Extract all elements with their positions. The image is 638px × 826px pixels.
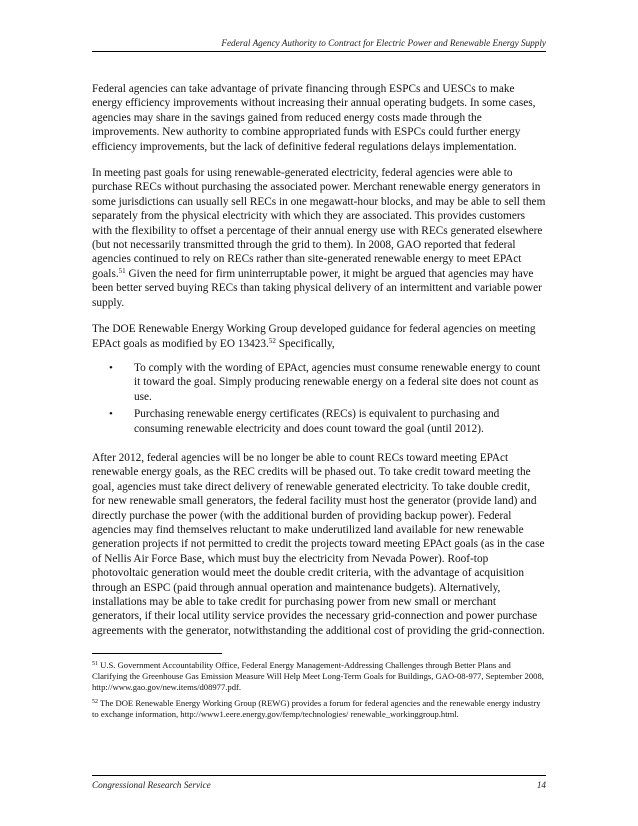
footnote-ref-52[interactable]: 52 [268,336,276,345]
bullet-icon: • [109,408,113,421]
footnote-divider [92,653,222,654]
footer-divider [92,775,546,776]
running-footer [92,780,546,790]
list-item-text: To comply with the wording of EPAct, agencies must consume renewable energy to count it toward the goal. Simply producing renewable energy on a federal site does not count as use. [134,361,541,403]
list-item [92,407,546,436]
guidance-bullet-list [92,361,546,436]
footnotes [92,660,546,724]
paragraph-recs [92,166,546,310]
footnote-ref-51[interactable]: 51 [118,266,126,275]
footnote-text: The DOE Renewable Energy Working Group (REWG) provides a forum for federal agencies and the renewable energy industry to exchange information, http://www1.eere.energy.gov/femp/technologies/ renewable_workinggroup.html. [92,697,541,719]
body-text [92,82,546,650]
paragraph-espc-financing: Federal agencies can take advantage of private financing through ESPCs and UESCs to make energy efficiency improvements without increasing their annual operating budgets. In some cases, agencies may share in the savings gained from reduced energy costs made through the improvements. New authority to combine appropriated funds with ESPCs could further energy efficiency improvements, but the lack of definitive federal regulations delays implementation. [92,83,536,153]
footer-source: Congressional Research Service [92,780,211,790]
footnote-51 [92,660,546,694]
footnote-text: U.S. Government Accountability Office, Federal Energy Management-Addressing Challenges through Better Plans and Clarifying the Greenhouse Gas Emission Measure Will Help Meet Long-Term Goals for Buildings, GAO-08-977, September 2008, http://www.gao.gov/new.items/d08977.pdf. [92,660,544,693]
paragraph-doe-text-b: Specifically, [275,337,335,350]
list-item-text: Purchasing renewable energy certificates (RECs) is equivalent to purchasing and consuming renewable electricity and does count toward the goal (until 2012). [134,408,500,435]
footnote-number: 52 [92,698,98,705]
running-header: Federal Agency Authority to Contract for Electric Power and Renewable Energy Supply [92,38,546,52]
paragraph-recs-text-a: In meeting past goals for using renewable-generated electricity, federal agencies were able to purchase RECs without purchasing the associated power. Merchant renewable energy generators in some jurisdictions can usually sell RECs in one megawatt-hour blocks, and may be able to sell them separately from the physical electricity with which they are associated. This provides customers with the flexibility to offset a percentage of their annual energy use with RECs generated elsewhere (but not necessarily transmitted through the grid to them). In 2008, GAO reported that federal agencies continued to rely on RECs rather than site-generated renewable energy to meet EPAct goals. [92,167,546,280]
paragraph-doe-guidance [92,322,546,351]
paragraph-recs-text-b: Given the need for firm uninterruptable power, it might be argued that agencies may have been better served buying RECs than taking physical delivery of an intermittent and variable power supply. [92,267,542,309]
footnote-52 [92,698,546,720]
footnote-number: 51 [92,661,98,667]
paragraph-doe-text-a: The DOE Renewable Energy Working Group developed guidance for federal agencies on meeting EPAct goals as modified by EO 13423. [92,323,536,350]
page-number: 14 [536,780,546,790]
bullet-icon: • [109,361,113,374]
list-item [92,361,546,404]
paragraph-after-2012: After 2012, federal agencies will be no longer be able to count RECs toward meeting EPAct renewable energy goals, as the REC credits will be phased out. To take credit toward meeting the goal, agencies must take direct delivery of renewable generated electricity. To take double credit, for new renewable small generators, the federal facility must host the generator (provide land) and directly purchase the power (with the additional burden of providing backup power). Federal agencies may find themselves reluctant to make underutilized land available for new renewable generation projects if not permitted to credit the projects toward meeting EPAct goals (as in the case of Nellis Air Force Base, which must buy the electricity from Nevada Power). Roof-top photovoltaic generation would meet the double credit criteria, with the advantage of acquisition through an ESPC (paid through annual operation and maintenance budgets). Alternatively, installations may be able to take credit for purchasing power from new small or merchant generators, if their local utility service provides the necessary grid-connection and power purchase agreements with the generator, notwithstanding the additional cost of providing the grid-connection. [92,451,545,637]
